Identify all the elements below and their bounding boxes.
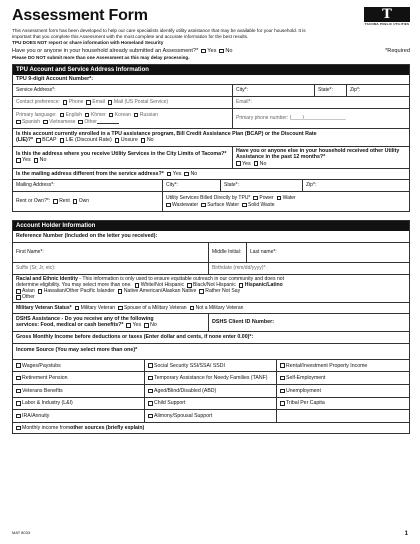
birthdate-field[interactable] bbox=[209, 263, 409, 274]
required-note: *Required bbox=[385, 47, 410, 54]
other-assistance-yes-checkbox[interactable] bbox=[236, 161, 241, 166]
contact-preference-label: Contact preference: bbox=[16, 99, 60, 106]
income-self-employment[interactable] bbox=[277, 371, 409, 384]
gross-income-field[interactable] bbox=[13, 332, 409, 344]
mailing-address-label: Mailing Address*: bbox=[16, 182, 55, 189]
primary-phone-label: Primary phone number: (____)_______________ bbox=[236, 115, 346, 122]
zip-field[interactable] bbox=[347, 85, 409, 96]
dshs-no-checkbox[interactable] bbox=[144, 323, 149, 328]
enroll-no-label: No bbox=[146, 137, 154, 144]
income-child-support[interactable] bbox=[145, 397, 277, 410]
birthdate-label: Birthdate (mm/dd/yyyy)*: bbox=[212, 265, 267, 272]
income-label: Rental/Investment Property Income bbox=[286, 362, 368, 369]
assessment-no-checkbox[interactable] bbox=[219, 49, 224, 54]
enroll-unsure-label: Unsure bbox=[120, 137, 138, 144]
form-code: MAT 8033 bbox=[12, 529, 31, 535]
eth-native-checkbox[interactable] bbox=[118, 289, 123, 294]
lang-spanish-checkbox[interactable] bbox=[16, 120, 21, 125]
assessment-yes-checkbox[interactable] bbox=[201, 49, 206, 54]
account-section bbox=[12, 64, 410, 212]
middle-initial-label: Middle Initial: bbox=[212, 248, 242, 255]
contact-row bbox=[13, 97, 409, 109]
city-field[interactable] bbox=[233, 85, 315, 96]
income-label: Self-Employment bbox=[286, 375, 326, 382]
logo-text: TACOMA PUBLIC UTILITIES bbox=[364, 22, 410, 26]
income-tanf[interactable] bbox=[145, 371, 277, 384]
utility-wastewater-label: Wastewater bbox=[172, 201, 199, 208]
dshs-row bbox=[13, 314, 409, 332]
income-source-grid bbox=[13, 359, 409, 422]
form-header bbox=[12, 6, 410, 28]
income-label: Veterans Benefits bbox=[22, 387, 63, 394]
income-empty-cell bbox=[277, 409, 409, 422]
eth-other-checkbox[interactable] bbox=[16, 295, 21, 300]
first-name-label: First Name*: bbox=[16, 249, 44, 256]
veteran-status-label: Military Veteran Status* bbox=[16, 304, 72, 311]
income-other-checkbox[interactable] bbox=[16, 426, 21, 431]
lang-korean-label: Korean bbox=[114, 111, 131, 118]
city-limits-no-label: No bbox=[39, 157, 47, 164]
dshs-no-label: No bbox=[150, 322, 157, 329]
account-holder-section bbox=[12, 220, 410, 434]
income-checkbox[interactable] bbox=[148, 389, 153, 394]
page-number: 1 bbox=[404, 530, 408, 537]
rent-own-question bbox=[13, 192, 163, 211]
eth-native-label: Native American/Alaskan Native bbox=[123, 288, 197, 295]
income-checkbox[interactable] bbox=[148, 414, 153, 419]
income-label: Temporary Assistance for Needy Families (TANF) bbox=[154, 375, 268, 382]
other-assistance-yes-label: Yes bbox=[242, 160, 251, 167]
suffix-birth-row bbox=[13, 263, 409, 275]
primary-language bbox=[13, 109, 233, 128]
income-label: Child Support bbox=[154, 400, 186, 407]
service-address-row bbox=[13, 85, 409, 97]
mailing-state-field[interactable] bbox=[221, 180, 303, 191]
income-checkbox[interactable] bbox=[280, 401, 285, 406]
service-address-field[interactable] bbox=[13, 85, 233, 96]
mailing-different-yes-label: Yes bbox=[172, 170, 182, 177]
mailing-address-row bbox=[13, 180, 409, 192]
lang-english-label: English bbox=[65, 111, 82, 118]
mailing-address-field[interactable] bbox=[13, 180, 163, 191]
primary-language-label: Primary language: bbox=[16, 111, 57, 118]
duplicate-warning: Please DO NOT submit more than one Assessment as this may delay processing. bbox=[12, 55, 190, 61]
eth-white-label: White/Not Hispanic bbox=[140, 282, 185, 289]
income-checkbox[interactable] bbox=[280, 389, 285, 394]
rent-checkbox[interactable] bbox=[53, 199, 58, 204]
mailing-different-no-label: No bbox=[190, 170, 198, 177]
assessment-form-page bbox=[12, 6, 410, 434]
income-checkbox[interactable] bbox=[16, 376, 21, 381]
utility-solid-waste-label: Solid Waste bbox=[248, 201, 275, 208]
logo-mark: T bbox=[364, 7, 410, 22]
city-limits-label: Is this the address where you receive Utility Services in the City Limits of Tacoma?* bbox=[16, 150, 227, 157]
dshs-client-id-label: DSHS Client ID Number: bbox=[212, 319, 274, 326]
enroll-lie-option-label: LIE (Discount Rate) bbox=[65, 137, 112, 144]
utility-services-label: Utility Services Billed Directly by TPU* bbox=[166, 194, 251, 201]
gross-income-label: Gross Monthly Income before deductions or taxes (Enter dollar and cents, if none enter 0.00)*: bbox=[16, 334, 254, 341]
last-name-field[interactable] bbox=[247, 243, 409, 262]
utility-water-label: Water bbox=[282, 194, 296, 201]
income-unemployment[interactable] bbox=[277, 384, 409, 397]
vet-spouse-label: Spouse of a Military Veteran bbox=[124, 304, 187, 311]
income-checkbox[interactable] bbox=[280, 376, 285, 381]
mailing-state-label: State*: bbox=[224, 182, 240, 189]
income-checkbox[interactable] bbox=[16, 389, 21, 394]
income-social-security[interactable] bbox=[145, 359, 277, 372]
mailing-city-label: City*: bbox=[166, 182, 178, 189]
eth-hispanic-checkbox[interactable] bbox=[239, 283, 244, 288]
city-limits-question bbox=[13, 147, 233, 168]
enrollment-lie-label: (LIE)?* bbox=[16, 137, 34, 144]
email-label: Email*: bbox=[236, 99, 252, 106]
lang-korean-checkbox[interactable] bbox=[109, 113, 114, 118]
eth-asian-checkbox[interactable] bbox=[16, 289, 21, 294]
income-veterans[interactable] bbox=[13, 384, 145, 397]
income-label: Aged/Blind/Disabled (ABD) bbox=[154, 387, 217, 394]
income-labor-industry[interactable] bbox=[13, 397, 145, 410]
utility-surface-water-checkbox[interactable] bbox=[201, 203, 206, 208]
rent-utility-row bbox=[13, 192, 409, 211]
dshs-yes-checkbox[interactable] bbox=[126, 323, 131, 328]
reference-number-field[interactable] bbox=[13, 231, 409, 243]
account-holder-section-title: Account Holder Information bbox=[13, 221, 409, 231]
vet-not-label: Not a Military Veteran bbox=[195, 304, 244, 311]
intro-line-3: TPU DOES NOT report or share information with Homeland Security bbox=[12, 39, 164, 45]
enrollment-label: Is this account currently enrolled in a TPU assistance program, Bill Credit Assistance Plan (BCAP) or the Discount Rate bbox=[16, 130, 317, 137]
mailing-different-no-checkbox[interactable] bbox=[184, 172, 189, 177]
income-other-sources[interactable] bbox=[13, 422, 409, 433]
state-label: State*: bbox=[318, 87, 334, 94]
city-limits-no-checkbox[interactable] bbox=[34, 158, 39, 163]
intro-text bbox=[12, 28, 352, 46]
income-source-label: Income Source (You may select more than one)* bbox=[16, 346, 138, 353]
eth-white-checkbox[interactable] bbox=[135, 283, 140, 288]
dshs-question bbox=[13, 314, 209, 331]
mailing-different-question bbox=[13, 169, 409, 180]
enroll-bcap-checkbox[interactable] bbox=[36, 138, 41, 143]
income-checkbox[interactable] bbox=[148, 363, 153, 368]
eth-hawaiian-label: Hawaiian/Other Pacific Islander bbox=[43, 288, 115, 295]
income-other-label-bold: other sources (briefly explain) bbox=[70, 424, 145, 431]
last-name-label: Last name*: bbox=[250, 249, 277, 256]
email-field[interactable] bbox=[233, 97, 409, 108]
eth-asian-label: Asian bbox=[22, 288, 35, 295]
ethnic-identity-text-2: determine eligibility. You may select more than one. bbox=[16, 282, 132, 289]
income-abd[interactable] bbox=[145, 384, 277, 397]
intro-line-1: This Assessment form has been developed to help our care specialists identify utility assistance that may be available for your household. It is bbox=[12, 28, 306, 33]
suffix-label: Suffix (Sr, Jr, etc): bbox=[16, 265, 56, 272]
suffix-field[interactable] bbox=[13, 263, 209, 274]
income-checkbox[interactable] bbox=[280, 363, 285, 368]
vet-not-checkbox[interactable] bbox=[190, 306, 195, 311]
lang-spanish-label: Spanish bbox=[22, 118, 41, 125]
eth-other-label: Other bbox=[22, 294, 35, 301]
income-label: Wages/Paystubs bbox=[22, 362, 61, 369]
service-address-label: Service Address*: bbox=[16, 87, 56, 94]
income-checkbox[interactable] bbox=[16, 414, 21, 419]
lang-other-checkbox[interactable] bbox=[78, 120, 83, 125]
eth-black-checkbox[interactable] bbox=[187, 283, 192, 288]
dshs-question-line-2: services: Food, medical or cash benefits?* bbox=[16, 322, 124, 329]
utility-power-checkbox[interactable] bbox=[253, 196, 258, 201]
other-assistance-question bbox=[233, 147, 409, 168]
enroll-unsure-checkbox[interactable] bbox=[115, 138, 120, 143]
dshs-client-id-field[interactable] bbox=[209, 314, 409, 331]
zip-label: Zip*: bbox=[350, 87, 361, 94]
enrollment-question bbox=[13, 129, 409, 147]
rent-own-label: Rent or Own?*: bbox=[16, 198, 51, 205]
income-retirement[interactable] bbox=[13, 371, 145, 384]
income-alimony[interactable] bbox=[145, 409, 277, 422]
utility-surface-water-label: Surface Water bbox=[207, 201, 239, 208]
assessment-no-label: No bbox=[225, 47, 233, 54]
enroll-lie-checkbox[interactable] bbox=[60, 138, 65, 143]
utility-solid-waste-checkbox[interactable] bbox=[242, 203, 247, 208]
middle-initial-field[interactable] bbox=[209, 243, 247, 262]
city-limits-yes-checkbox[interactable] bbox=[16, 158, 21, 163]
page-footer bbox=[12, 531, 408, 538]
contact-preference bbox=[13, 97, 233, 108]
reference-number-label: Reference Number (Included on the letter you received): bbox=[16, 233, 158, 240]
enroll-bcap-label: BCAP bbox=[42, 137, 57, 144]
lang-other-label: Other bbox=[84, 118, 97, 125]
contact-phone-checkbox[interactable] bbox=[63, 100, 68, 105]
intro-line-2: important that you complete this Assessment with the most complete and accurate information for the best results. bbox=[12, 33, 249, 39]
other-assistance-no-checkbox[interactable] bbox=[254, 161, 259, 166]
tacoma-public-utilities-logo bbox=[364, 7, 410, 27]
income-other-label: Monthly income from bbox=[22, 424, 71, 431]
account-number-field[interactable] bbox=[13, 75, 409, 85]
income-rental[interactable] bbox=[277, 359, 409, 372]
income-label: Unemployment bbox=[286, 387, 321, 394]
lang-russian-label: Russian bbox=[139, 111, 158, 118]
vet-military-checkbox[interactable] bbox=[75, 306, 80, 311]
mailing-different-label: Is the mailing address different from the service address?* bbox=[16, 170, 164, 177]
lang-khmer-checkbox[interactable] bbox=[85, 113, 90, 118]
other-assistance-no-label: No bbox=[259, 160, 267, 167]
income-label: Alimony/Spousal Support bbox=[154, 412, 213, 419]
language-row bbox=[13, 109, 409, 129]
ethnic-identity-title: Racial and Ethnic Identity bbox=[16, 276, 78, 283]
income-label: Labor & Industry (L&I) bbox=[22, 400, 73, 407]
first-name-field[interactable] bbox=[13, 243, 209, 262]
assessment-question bbox=[12, 48, 410, 55]
income-tribal[interactable] bbox=[277, 397, 409, 410]
vet-spouse-checkbox[interactable] bbox=[118, 306, 123, 311]
account-number-label: TPU 9-digit Account Number*: bbox=[16, 76, 94, 83]
utility-water-checkbox[interactable] bbox=[277, 196, 282, 201]
lang-khmer-label: Khmer bbox=[90, 111, 106, 118]
ethnic-identity-text: - This information is only used to ensure equitable outreach in our community and does not bbox=[78, 276, 285, 283]
own-label: Own bbox=[78, 198, 90, 205]
eth-rather-not-label: Rather Not Say bbox=[205, 288, 241, 295]
state-field[interactable] bbox=[315, 85, 347, 96]
name-row bbox=[13, 243, 409, 263]
enroll-no-checkbox[interactable] bbox=[141, 138, 146, 143]
veteran-status-question bbox=[13, 303, 409, 314]
contact-email-label: Email bbox=[92, 99, 105, 106]
lang-vietnamese-label: Vietnamese bbox=[49, 118, 76, 125]
income-checkbox[interactable] bbox=[148, 401, 153, 406]
income-label: Retirement Pension bbox=[22, 375, 68, 382]
lang-vietnamese-checkbox[interactable] bbox=[43, 120, 48, 125]
other-assistance-label: Have you or anyone else in your household received other Utility Assistance in the past 12 months?* bbox=[236, 147, 400, 161]
eth-hawaiian-checkbox[interactable] bbox=[38, 289, 43, 294]
income-checkbox[interactable] bbox=[16, 363, 21, 368]
page-title: Assessment Form bbox=[12, 7, 148, 24]
vet-military-label: Military Veteran bbox=[80, 304, 116, 311]
eth-rather-not-checkbox[interactable] bbox=[199, 289, 204, 294]
income-label: Tribal Per Capita bbox=[286, 400, 325, 407]
lang-russian-checkbox[interactable] bbox=[134, 113, 139, 118]
mailing-zip-label: Zip*: bbox=[306, 182, 317, 189]
lang-other-blank[interactable] bbox=[97, 120, 119, 124]
dshs-question-line-1: DSHS Assistance - Do you receive any of the following bbox=[16, 315, 154, 322]
primary-phone-field[interactable] bbox=[233, 109, 409, 128]
contact-phone-label: Phone bbox=[68, 99, 84, 106]
rent-label: Rent bbox=[59, 198, 70, 205]
eth-hispanic-label: Hispanic/Latino bbox=[244, 282, 283, 289]
income-label: Social Security SSI/SSA/ SSDI bbox=[154, 362, 225, 369]
income-checkbox[interactable] bbox=[16, 401, 21, 406]
city-label: City*: bbox=[236, 87, 248, 94]
contact-email-checkbox[interactable] bbox=[86, 100, 91, 105]
assessment-question-label: Have you or anyone in your household already submitted an Assessment?* bbox=[12, 47, 199, 54]
account-section-title: TPU Account and Service Address Information bbox=[13, 65, 409, 75]
mailing-different-yes-checkbox[interactable] bbox=[167, 172, 172, 177]
address-assist-row bbox=[13, 147, 409, 169]
lang-english-checkbox[interactable] bbox=[60, 113, 65, 118]
city-limits-yes-label: Yes bbox=[22, 157, 31, 164]
utility-power-label: Power bbox=[259, 194, 274, 201]
mailing-zip-field[interactable] bbox=[303, 180, 409, 191]
income-wages[interactable] bbox=[13, 359, 145, 372]
income-ira[interactable] bbox=[13, 409, 145, 422]
assessment-yes-label: Yes bbox=[207, 47, 217, 54]
contact-mail-label: Mail (US Postal Service) bbox=[113, 99, 169, 106]
eth-black-label: Black/Not Hispanic bbox=[193, 282, 236, 289]
dshs-yes-label: Yes bbox=[132, 322, 142, 329]
own-checkbox[interactable] bbox=[73, 199, 78, 204]
income-checkbox[interactable] bbox=[148, 376, 153, 381]
contact-mail-checkbox[interactable] bbox=[108, 100, 113, 105]
utility-services-question bbox=[163, 192, 409, 211]
ethnic-identity-question bbox=[13, 275, 409, 303]
income-label: IRA/Annuity bbox=[22, 412, 50, 419]
mailing-city-field[interactable] bbox=[163, 180, 221, 191]
utility-wastewater-checkbox[interactable] bbox=[166, 203, 171, 208]
